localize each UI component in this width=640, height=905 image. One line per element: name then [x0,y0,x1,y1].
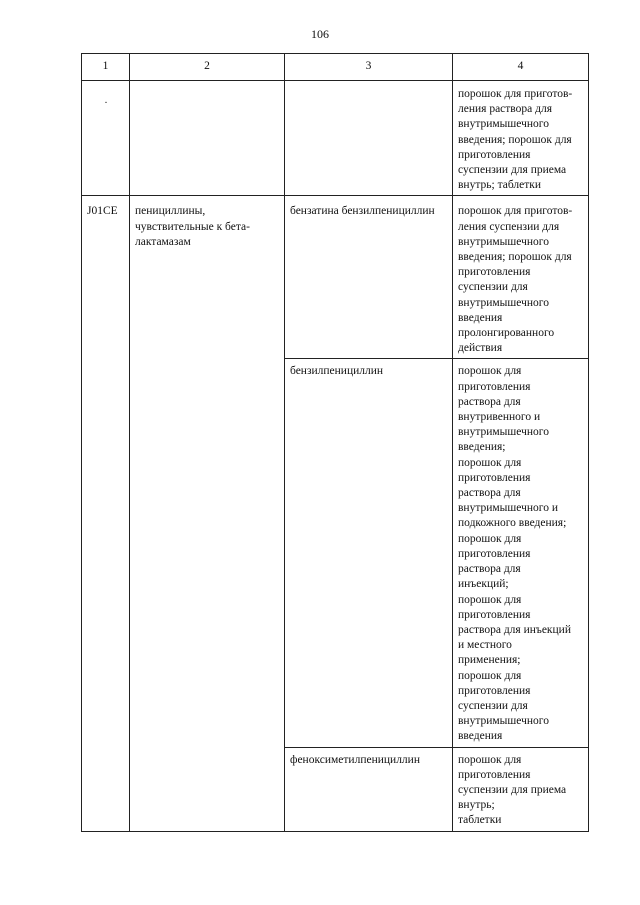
group-cell [130,196,285,831]
substance-cell [285,81,453,196]
forms-text: порошок для приготовления суспензии для приема внутрь; таблетки [458,753,567,827]
header-cell-4: 4 [453,54,589,81]
header-cell-1: 1 [82,54,130,81]
table-row [82,81,589,196]
header-cell-3: 3 [285,54,453,81]
page-number: 106 [311,27,329,41]
code-cell [82,196,130,831]
table-row [82,196,589,359]
forms-text: порошок для приготовления раствора для внутривенного и внутримышечного введения; порошок для приготовления раствора для внутримышечного и подкожного введения; порошок для приготовления раствора для инъекций; порошок для приготовления раствора для инъекций и местного применения; порошок для приготовления суспензии для внутримышечного введения [458,365,571,743]
forms-text: порошок для приготов- ления раствора для внутримышечного введения; порошок для приготовления суспензии для приема внутрь; таблетки [458,88,573,192]
header-cell-2: 2 [130,54,285,81]
substance-text: бензилпенициллин [290,365,384,378]
forms-cell [453,359,589,747]
substance-cell [285,196,453,359]
code-cell [82,81,130,196]
forms-text: порошок для приготов- ления суспензии для внутримышечного введения; порошок для приготовления суспензии для внутримышечного введения пролонгированного действия [458,205,573,355]
forms-cell [453,81,589,196]
code-text: J01CE [87,205,118,218]
forms-cell [453,747,589,831]
substance-cell [285,359,453,747]
forms-cell [453,196,589,359]
table-header-row [82,54,589,81]
group-text: пенициллины, чувствительные к бета- лактамазам [135,205,250,248]
medication-table [81,53,589,832]
substance-cell [285,747,453,831]
substance-text: бензатина бензилпенициллин [290,205,435,218]
code-text: . [104,95,108,106]
substance-text: феноксиметилпенициллин [290,753,420,766]
group-cell [130,81,285,196]
